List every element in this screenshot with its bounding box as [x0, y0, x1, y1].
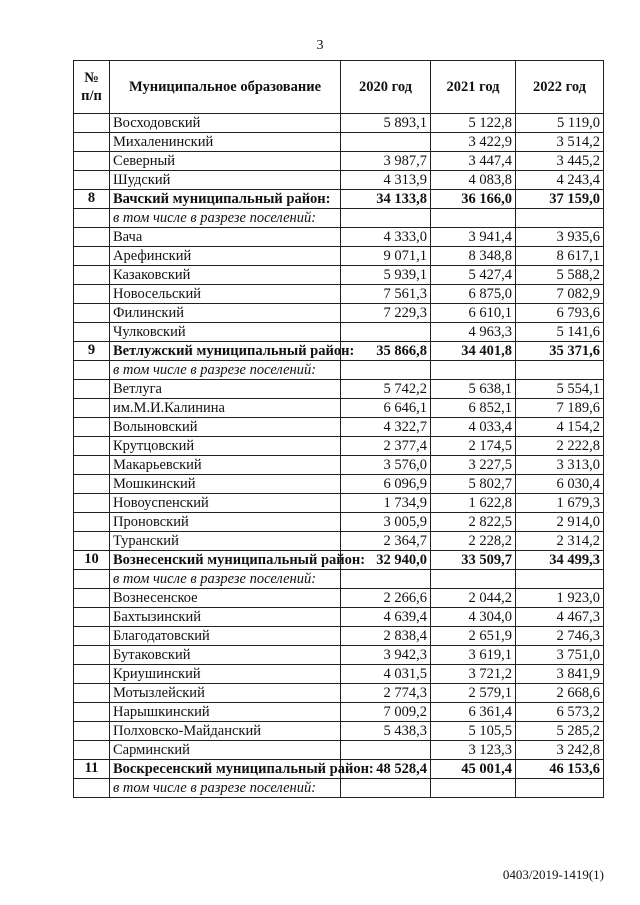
value-2021: [431, 209, 516, 228]
row-number-empty: [74, 171, 110, 190]
settlement-row: [74, 741, 604, 760]
value-2021: 4 304,0: [431, 608, 516, 627]
value-2021: 2 822,5: [431, 513, 516, 532]
value-2022: 3 445,2: [516, 152, 604, 171]
district-row: [74, 190, 604, 209]
header-2021: 2021 год: [431, 61, 516, 114]
value-2022: 8 617,1: [516, 247, 604, 266]
subheader-row: [74, 570, 604, 589]
value-2021: 2 228,2: [431, 532, 516, 551]
settlement-row: [74, 475, 604, 494]
row-number-empty: [74, 646, 110, 665]
value-2021: 4 963,3: [431, 323, 516, 342]
value-2021: 3 721,2: [431, 665, 516, 684]
settlement-row: [74, 228, 604, 247]
value-2021: 6 852,1: [431, 399, 516, 418]
page-number: 3: [316, 38, 324, 53]
settlement-row: [74, 304, 604, 323]
value-2021: 6 875,0: [431, 285, 516, 304]
value-2020: 5 438,3: [341, 722, 431, 741]
value-2020: [341, 570, 431, 589]
value-2022: 3 935,6: [516, 228, 604, 247]
settlement-name: Бахтызинский: [110, 608, 341, 627]
value-2022: 2 914,0: [516, 513, 604, 532]
row-number-empty: [74, 418, 110, 437]
value-2020: 3 005,9: [341, 513, 431, 532]
value-2020: [341, 361, 431, 380]
row-number-empty: [74, 361, 110, 380]
row-number-empty: [74, 399, 110, 418]
value-2021: 2 579,1: [431, 684, 516, 703]
value-2020: 32 940,0: [341, 551, 431, 570]
settlement-row: [74, 114, 604, 133]
value-2022: [516, 209, 604, 228]
settlement-name: Мотызлейский: [110, 684, 341, 703]
header-2020: 2020 год: [341, 61, 431, 114]
settlement-row: [74, 494, 604, 513]
value-2021: 3 227,5: [431, 456, 516, 475]
settlement-row: [74, 722, 604, 741]
settlement-row: [74, 646, 604, 665]
settlement-name: Вознесенское: [110, 589, 341, 608]
settlement-name: Сарминский: [110, 741, 341, 760]
settlement-row: [74, 608, 604, 627]
value-2021: 33 509,7: [431, 551, 516, 570]
row-number-empty: [74, 152, 110, 171]
value-2022: [516, 361, 604, 380]
value-2021: [431, 779, 516, 798]
value-2021: 5 122,8: [431, 114, 516, 133]
value-2022: 4 467,3: [516, 608, 604, 627]
row-number-empty: [74, 494, 110, 513]
value-2022: 4 154,2: [516, 418, 604, 437]
value-2021: 3 941,4: [431, 228, 516, 247]
value-2022: 5 285,2: [516, 722, 604, 741]
settlement-name: Мошкинский: [110, 475, 341, 494]
value-2022: 2 222,8: [516, 437, 604, 456]
value-2021: 5 427,4: [431, 266, 516, 285]
value-2022: 3 751,0: [516, 646, 604, 665]
settlement-name: Вача: [110, 228, 341, 247]
value-2022: 5 141,6: [516, 323, 604, 342]
row-number-empty: [74, 247, 110, 266]
value-2021: 5 105,5: [431, 722, 516, 741]
value-2022: 46 153,6: [516, 760, 604, 779]
settlement-name: Полховско-Майданский: [110, 722, 341, 741]
value-2021: [431, 570, 516, 589]
value-2020: 5 939,1: [341, 266, 431, 285]
row-number-empty: [74, 228, 110, 247]
row-number-empty: [74, 133, 110, 152]
district-name: Вачский муниципальный район:: [110, 190, 341, 209]
value-2020: 2 377,4: [341, 437, 431, 456]
value-2020: 2 364,7: [341, 532, 431, 551]
value-2020: 7 009,2: [341, 703, 431, 722]
value-2021: 6 361,4: [431, 703, 516, 722]
value-2021: 3 619,1: [431, 646, 516, 665]
value-2020: 48 528,4: [341, 760, 431, 779]
value-2022: 3 841,9: [516, 665, 604, 684]
district-row: [74, 551, 604, 570]
value-2022: 7 082,9: [516, 285, 604, 304]
row-number: 9: [74, 342, 110, 361]
settlement-row: [74, 323, 604, 342]
row-number-empty: [74, 285, 110, 304]
value-2022: 37 159,0: [516, 190, 604, 209]
value-2022: 3 313,0: [516, 456, 604, 475]
value-2020: 35 866,8: [341, 342, 431, 361]
value-2021: 3 123,3: [431, 741, 516, 760]
header-name: Муниципальное образование: [110, 61, 341, 114]
value-2020: 9 071,1: [341, 247, 431, 266]
value-2020: 4 333,0: [341, 228, 431, 247]
settlement-row: [74, 703, 604, 722]
value-2020: [341, 779, 431, 798]
value-2020: 4 031,5: [341, 665, 431, 684]
value-2020: 2 266,6: [341, 589, 431, 608]
value-2022: 6 030,4: [516, 475, 604, 494]
subheader-row: [74, 779, 604, 798]
row-number-empty: [74, 437, 110, 456]
value-2020: 1 734,9: [341, 494, 431, 513]
settlement-name: Ветлуга: [110, 380, 341, 399]
settlement-name: Северный: [110, 152, 341, 171]
settlement-name: Нарышкинский: [110, 703, 341, 722]
value-2020: 2 774,3: [341, 684, 431, 703]
value-2021: [431, 361, 516, 380]
settlement-name: Проновский: [110, 513, 341, 532]
value-2020: 3 576,0: [341, 456, 431, 475]
district-name: Воскресенский муниципальный район:: [110, 760, 341, 779]
row-number-empty: [74, 627, 110, 646]
value-2022: 2 668,6: [516, 684, 604, 703]
settlement-row: [74, 665, 604, 684]
value-2020: [341, 133, 431, 152]
value-2022: 7 189,6: [516, 399, 604, 418]
value-2020: 7 561,3: [341, 285, 431, 304]
value-2022: 5 119,0: [516, 114, 604, 133]
value-2021: 2 651,9: [431, 627, 516, 646]
value-2020: 3 942,3: [341, 646, 431, 665]
value-2022: [516, 570, 604, 589]
row-number-empty: [74, 703, 110, 722]
row-number-empty: [74, 114, 110, 133]
row-number-empty: [74, 380, 110, 399]
district-name: Ветлужский муниципальный район:: [110, 342, 341, 361]
value-2021: 45 001,4: [431, 760, 516, 779]
subheader-label: в том числе в разрезе поселений:: [110, 361, 341, 380]
value-2022: 6 793,6: [516, 304, 604, 323]
settlement-name: Новосельский: [110, 285, 341, 304]
settlement-name: Чулковский: [110, 323, 341, 342]
value-2020: [341, 741, 431, 760]
subheader-label: в том числе в разрезе поселений:: [110, 779, 341, 798]
header-no: № п/п: [74, 61, 110, 114]
row-number-empty: [74, 323, 110, 342]
value-2022: 5 588,2: [516, 266, 604, 285]
settlement-name: Михаленинский: [110, 133, 341, 152]
value-2020: 4 639,4: [341, 608, 431, 627]
value-2022: 1 923,0: [516, 589, 604, 608]
value-2020: [341, 323, 431, 342]
value-2020: 4 322,7: [341, 418, 431, 437]
row-number-empty: [74, 722, 110, 741]
settlement-row: [74, 456, 604, 475]
table-body: [74, 114, 604, 798]
row-number-empty: [74, 456, 110, 475]
row-number: 8: [74, 190, 110, 209]
settlement-name: Бутаковский: [110, 646, 341, 665]
row-number-empty: [74, 304, 110, 323]
settlement-name: Новоуспенский: [110, 494, 341, 513]
settlement-row: [74, 418, 604, 437]
settlement-row: [74, 513, 604, 532]
header-2022: 2022 год: [516, 61, 604, 114]
settlement-name: Восходовский: [110, 114, 341, 133]
value-2020: 5 742,2: [341, 380, 431, 399]
row-number-empty: [74, 589, 110, 608]
district-name: Вознесенский муниципальный район:: [110, 551, 341, 570]
settlement-row: [74, 437, 604, 456]
row-number: 10: [74, 551, 110, 570]
value-2021: 1 622,8: [431, 494, 516, 513]
district-row: [74, 342, 604, 361]
value-2020: 4 313,9: [341, 171, 431, 190]
value-2022: 1 679,3: [516, 494, 604, 513]
value-2020: 6 646,1: [341, 399, 431, 418]
subheader-label: в том числе в разрезе поселений:: [110, 570, 341, 589]
settlement-row: [74, 684, 604, 703]
value-2021: 36 166,0: [431, 190, 516, 209]
value-2021: 5 638,1: [431, 380, 516, 399]
settlement-row: [74, 247, 604, 266]
value-2021: 4 083,8: [431, 171, 516, 190]
settlement-row: [74, 532, 604, 551]
row-number-empty: [74, 608, 110, 627]
value-2022: 4 243,4: [516, 171, 604, 190]
value-2022: 2 746,3: [516, 627, 604, 646]
subheader-label: в том числе в разрезе поселений:: [110, 209, 341, 228]
settlement-row: [74, 152, 604, 171]
budget-table: [73, 60, 604, 798]
value-2022: 3 242,8: [516, 741, 604, 760]
settlement-row: [74, 589, 604, 608]
row-number-empty: [74, 532, 110, 551]
settlement-name: им.М.И.Калинина: [110, 399, 341, 418]
row-number: 11: [74, 760, 110, 779]
value-2022: 5 554,1: [516, 380, 604, 399]
settlement-row: [74, 627, 604, 646]
value-2021: 34 401,8: [431, 342, 516, 361]
value-2020: 3 987,7: [341, 152, 431, 171]
row-number-empty: [74, 665, 110, 684]
row-number-empty: [74, 513, 110, 532]
row-number-empty: [74, 266, 110, 285]
settlement-row: [74, 399, 604, 418]
settlement-name: Шудский: [110, 171, 341, 190]
value-2020: 5 893,1: [341, 114, 431, 133]
settlement-name: Макарьевский: [110, 456, 341, 475]
settlement-name: Казаковский: [110, 266, 341, 285]
settlement-name: Волыновский: [110, 418, 341, 437]
value-2021: 3 422,9: [431, 133, 516, 152]
value-2022: [516, 779, 604, 798]
settlement-name: Криушинский: [110, 665, 341, 684]
settlement-row: [74, 266, 604, 285]
settlement-row: [74, 171, 604, 190]
document-code: 0403/2019-1419(1): [502, 867, 604, 882]
value-2020: 34 133,8: [341, 190, 431, 209]
value-2022: 34 499,3: [516, 551, 604, 570]
row-number-empty: [74, 779, 110, 798]
value-2021: 2 044,2: [431, 589, 516, 608]
value-2020: [341, 209, 431, 228]
settlement-name: Арефинский: [110, 247, 341, 266]
value-2021: 3 447,4: [431, 152, 516, 171]
settlement-name: Туранский: [110, 532, 341, 551]
value-2021: 4 033,4: [431, 418, 516, 437]
value-2022: 2 314,2: [516, 532, 604, 551]
row-number-empty: [74, 209, 110, 228]
value-2020: 2 838,4: [341, 627, 431, 646]
value-2022: 3 514,2: [516, 133, 604, 152]
value-2022: 6 573,2: [516, 703, 604, 722]
subheader-row: [74, 209, 604, 228]
value-2020: 6 096,9: [341, 475, 431, 494]
row-number-empty: [74, 570, 110, 589]
settlement-row: [74, 285, 604, 304]
row-number-empty: [74, 475, 110, 494]
subheader-row: [74, 361, 604, 380]
settlement-name: Филинский: [110, 304, 341, 323]
value-2022: 35 371,6: [516, 342, 604, 361]
table-header: [74, 61, 604, 114]
settlement-name: Крутцовский: [110, 437, 341, 456]
row-number-empty: [74, 684, 110, 703]
settlement-row: [74, 133, 604, 152]
settlement-row: [74, 380, 604, 399]
value-2021: 8 348,8: [431, 247, 516, 266]
value-2021: 5 802,7: [431, 475, 516, 494]
row-number-empty: [74, 741, 110, 760]
value-2021: 6 610,1: [431, 304, 516, 323]
value-2021: 2 174,5: [431, 437, 516, 456]
header-row: [74, 61, 604, 114]
settlement-name: Благодатовский: [110, 627, 341, 646]
district-row: [74, 760, 604, 779]
value-2020: 7 229,3: [341, 304, 431, 323]
